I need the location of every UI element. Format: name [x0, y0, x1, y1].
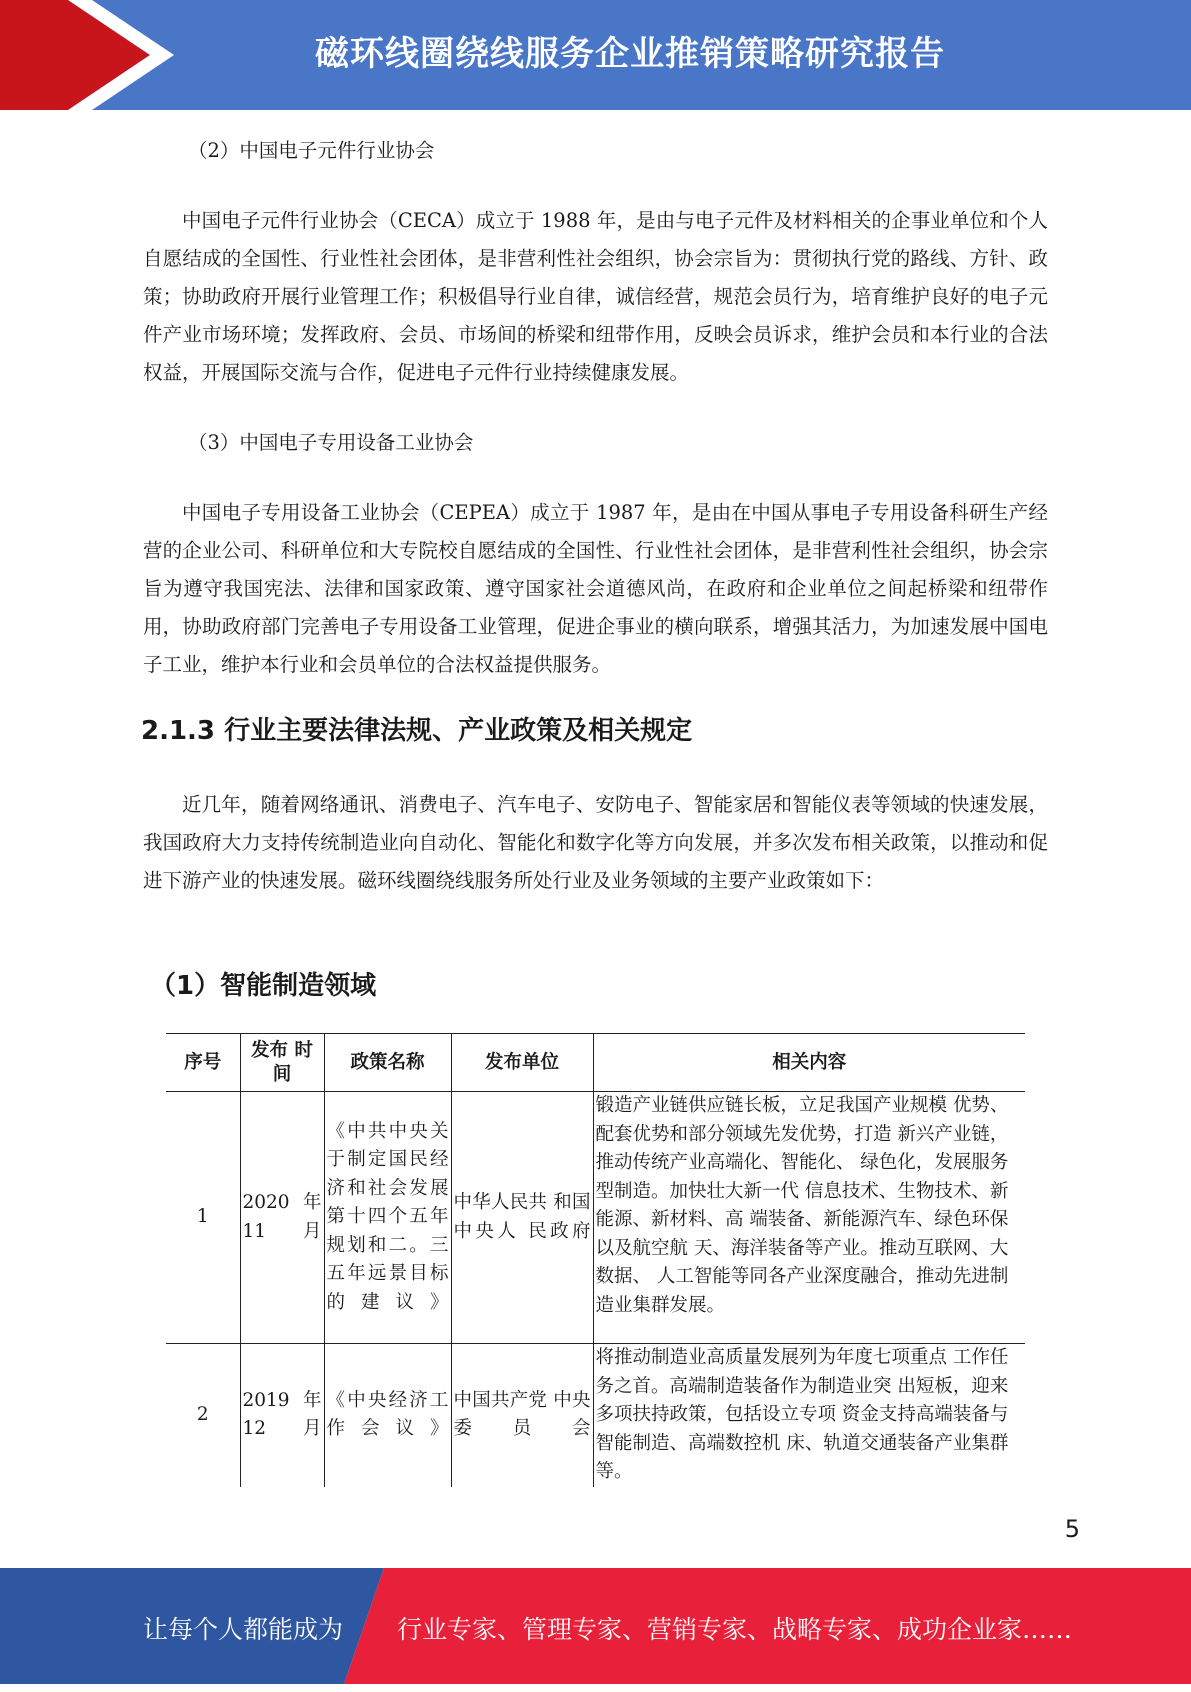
footer-slogan-left: 让每个人都能成为: [143, 1615, 344, 1644]
row-no: 1: [166, 1092, 240, 1344]
section-2-body: 中国电子元件行业协会（CECA）成立于 1988 年，是由与电子元件及材料相关的企事业单位和个人自愿结成的全国性、行业性社会团体，是非营利性社会组织，协会宗旨为：贯彻执行党的路线、方针、政策；协助政府开展行业管理工作；积极倡导行业自律，诚信经营，规范会员行为，培育维护良好的电子元件产业市场环境；发挥政府、会员、市场间的桥梁和纽带作用，反映会员诉求，维护会员和本行业的合法权益，开展国际交流与合作，促进电子元件行业持续健康发展。: [143, 209, 1048, 384]
header-policy-name: 政策名称: [324, 1034, 451, 1092]
row-date: 2020 年 11 月: [240, 1092, 324, 1344]
footer-slogan-right: 行业专家、管理专家、营销专家、战略专家、成功企业家……: [397, 1615, 1073, 1644]
row-policy-name: 《中共中央关于制定国民经济和社会发展第十四个五年规划和二。三五年远景目标的建议》: [324, 1092, 451, 1344]
header-issuer: 发布单位: [451, 1034, 593, 1092]
section-heading-2-1-3: 2.1.3 行业主要法律法规、产业政策及相关规定: [141, 716, 693, 746]
row-policy-name: 《中央经济工作会议》: [324, 1344, 451, 1487]
header-date-line2: 间: [272, 1063, 292, 1085]
table-row: [166, 1344, 1025, 1487]
row-issuer: 中国共产党 中央委员会: [451, 1344, 593, 1487]
header-no: 序号: [166, 1034, 240, 1092]
row-date: 2019 年 12 月: [240, 1344, 324, 1487]
policy-table: [166, 1033, 1025, 1487]
header-date: [240, 1034, 324, 1092]
section-3-body: 中国电子专用设备工业协会（CEPEA）成立于 1987 年，是由在中国从事电子专用设备科研生产经营的企业公司、科研单位和大专院校自愿结成的全国性、行业性社会团体，是非营利性社会组织，协会宗旨为遵守我国宪法、法律和国家政策、遵守国家社会道德风尚，在政府和企业单位之间起桥梁和纽带作用，协助政府部门完善电子专用设备工业管理，促进企事业的横向联系，增强其活力，为加速发展中国电子工业，维护本行业和会员单位的合法权益提供服务。: [143, 501, 1048, 676]
section-2-title: （2）中国电子元件行业协会: [188, 139, 435, 162]
page-header: [0, 0, 1191, 110]
header-date-line1: 发布 时: [251, 1039, 313, 1061]
row-issuer: 中华人民共 和国中央人 民政府: [451, 1092, 593, 1344]
table-header-row: [166, 1034, 1025, 1092]
section-intro-paragraph: 近几年，随着网络通讯、消费电子、汽车电子、安防电子、智能家居和智能仪表等领域的快速发展，我国政府大力支持传统制造业向自动化、智能化和数字化等方向发展，并多次发布相关政策，以推动和促进下游产业的快速发展。磁环线圈绕线服务所处行业及业务领域的主要产业政策如下：: [143, 793, 1048, 892]
table-row: [166, 1092, 1025, 1344]
report-title: 磁环线圈绕线服务企业推销策略研究报告: [315, 34, 945, 74]
page-footer: [0, 1568, 1191, 1684]
row-content: 将推动制造业高质量发展列为年度七项重点 工作任务之首。高端制造装备作为制造业突 出短板，迎来多项扶持政策，包括设立专项 资金支持高端装备与智能制造、高端数控机 床、轨道交通装备产业集群等。: [593, 1344, 1025, 1487]
subsection-heading-smart-manufacturing: （1）智能制造领域: [150, 971, 377, 1001]
section-3-title: （3）中国电子专用设备工业协会: [188, 431, 474, 454]
page-number: 5: [1064, 1515, 1080, 1543]
row-content: 锻造产业链供应链长板，立足我国产业规模 优势、配套优势和部分领域先发优势，打造 新兴产业链，推动传统产业高端化、智能化、 绿色化，发展服务型制造。加快壮大新一代 信息技术、生物技术、新能源、新材料、高 端装备、新能源汽车、绿色环保以及航空航 天、海洋装备等产业。推动互联网、大数据、 人工智能等同各产业深度融合，推动先进制 造业集群发展。: [593, 1092, 1025, 1344]
header-content: 相关内容: [593, 1034, 1025, 1092]
row-no: 2: [196, 1404, 209, 1425]
